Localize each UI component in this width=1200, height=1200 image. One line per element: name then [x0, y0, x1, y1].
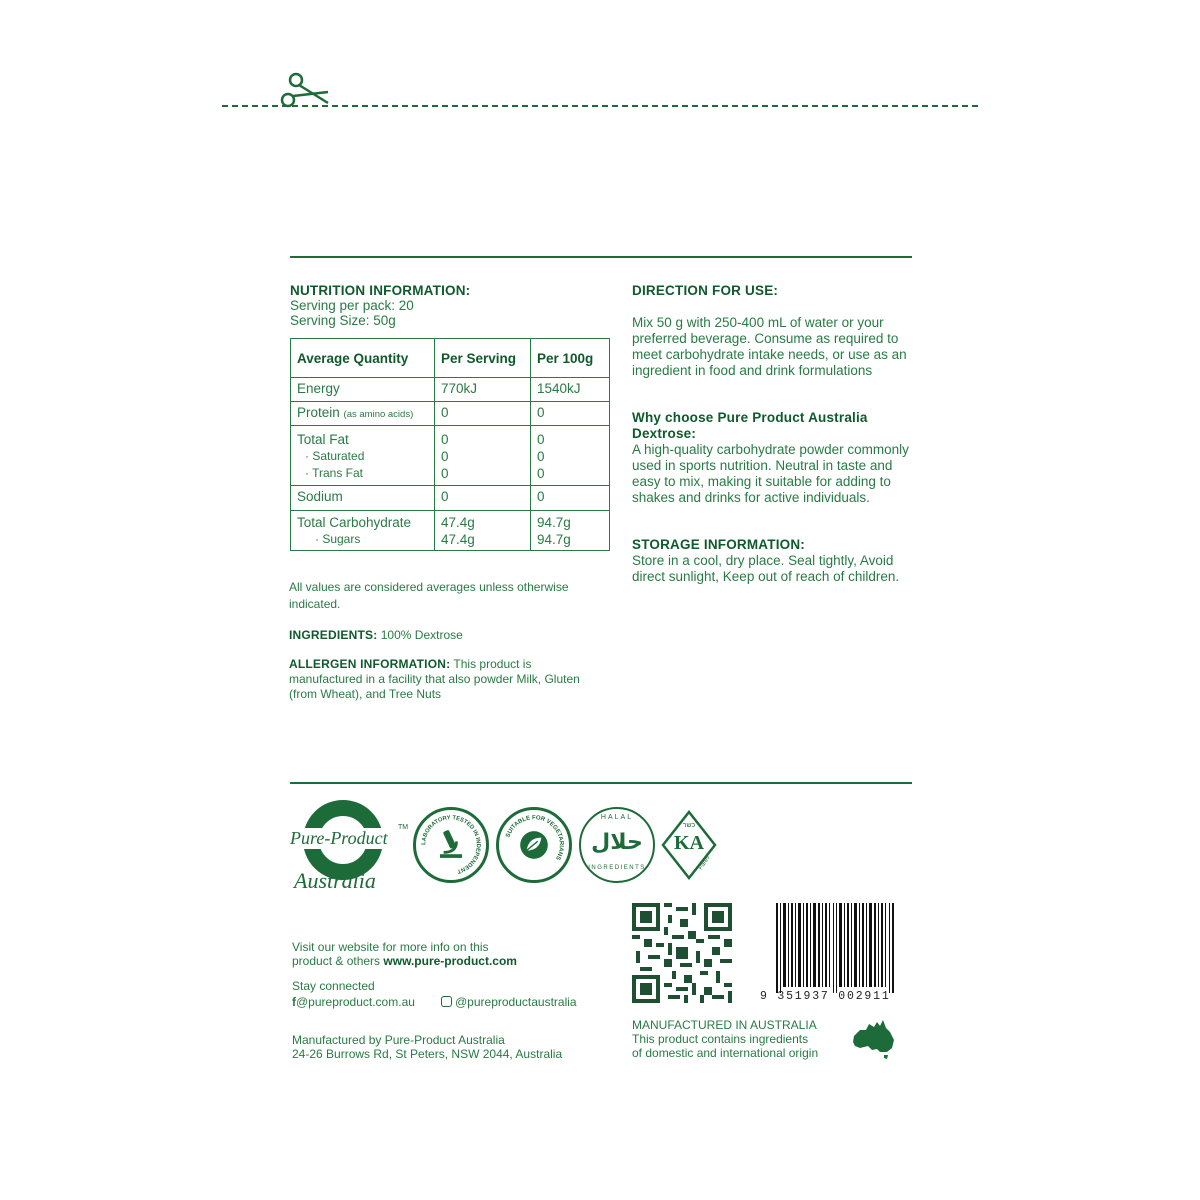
- website-prefix: product & others: [292, 954, 381, 968]
- directions-heading: DIRECTION FOR USE:: [632, 283, 779, 298]
- website-info: [292, 940, 517, 968]
- instagram-handle[interactable]: [441, 994, 577, 1011]
- row-per-serving: [435, 426, 531, 486]
- kosher-badge: [661, 810, 717, 880]
- value: 0: [441, 466, 449, 481]
- top-divider: [290, 256, 912, 258]
- halal-arabic-text: حلال: [591, 829, 643, 854]
- facebook-text: @pureproduct.com.au: [296, 995, 415, 1009]
- qr-code-icon: [632, 903, 732, 1003]
- value: 94.7g: [537, 515, 571, 530]
- allergen-label: ALLERGEN INFORMATION:: [289, 657, 451, 671]
- manufacturer-info: [292, 1033, 562, 1061]
- row-name: [291, 511, 435, 551]
- row-per-100g: 0: [531, 402, 610, 426]
- veg-badge-text: SUITABLE FOR VEGETARIANS: [505, 815, 564, 861]
- website-line1: Visit our website for more info on this: [292, 940, 489, 954]
- qr-code: [632, 903, 732, 1003]
- barcode-number: 9 351937 002911: [760, 990, 891, 1003]
- australia-map-icon: [850, 1018, 898, 1060]
- value: 47.4g: [441, 515, 475, 530]
- row-name-text: Protein: [297, 405, 340, 420]
- origin-line1: MANUFACTURED IN AUSTRALIA: [632, 1018, 817, 1032]
- row-name: Sodium: [291, 486, 435, 511]
- row-name: Energy: [291, 378, 435, 402]
- table-row: [291, 426, 610, 486]
- lab-badge-text: LABORATORY TESTED IN INDEPENDENT: [421, 815, 481, 874]
- origin-line3: of domestic and international origin: [632, 1046, 819, 1060]
- barcode: [776, 903, 896, 993]
- nutrition-heading: NUTRITION INFORMATION:: [290, 283, 471, 298]
- ingredients-value: 100% Dextrose: [380, 628, 463, 642]
- kosher-top-text: כשר: [682, 822, 696, 829]
- halal-top-text: HALAL: [600, 814, 634, 821]
- ingredients: [289, 627, 619, 644]
- manufacturer-line2: 24-26 Burrows Rd, St Peters, NSW 2044, Australia: [292, 1047, 563, 1061]
- value: 0: [537, 449, 545, 464]
- microscope-icon: [416, 810, 486, 880]
- value: 0: [537, 432, 545, 447]
- halal-bottom-text: INGREDIENTS: [588, 865, 646, 871]
- instagram-icon: [441, 996, 452, 1007]
- cut-line: [222, 105, 978, 107]
- table-row: [291, 402, 610, 426]
- storage-heading: STORAGE INFORMATION:: [632, 537, 805, 552]
- row-per-100g: [531, 511, 610, 551]
- logo-tm: TM: [398, 824, 409, 831]
- barcode-icon: [776, 903, 896, 993]
- origin-info: [632, 1018, 818, 1060]
- row-per-100g: [531, 426, 610, 486]
- storage-text: Store in a cool, dry place. Seal tightly, Avoid direct sunlight, Keep out of reach of children.: [632, 553, 900, 584]
- nutrition-table: [290, 338, 610, 551]
- row-per-100g: 1540kJ: [531, 378, 610, 402]
- kosher-side-text: Parev: [697, 854, 712, 872]
- origin-line2: This product contains ingredients: [632, 1032, 809, 1046]
- facebook-handle[interactable]: [292, 994, 415, 1011]
- website-link[interactable]: www.pure-product.com: [383, 954, 517, 968]
- sub-row-name: · Saturated: [305, 449, 365, 463]
- value: 0: [441, 432, 449, 447]
- bottom-divider: [290, 782, 912, 784]
- directions-text: Mix 50 g with 250-400 mL of water or your preferred beverage. Consume as required to meet carbohydrate intake needs, or use as an ingredient in food and drink formulations: [632, 315, 907, 378]
- why-heading: Why choose Pure Product Australia Dextrose:: [632, 410, 868, 441]
- allergen-text-first: This product is: [453, 657, 532, 671]
- lab-tested-badge: [413, 807, 489, 883]
- header-average-quantity: Average Quantity: [291, 339, 435, 378]
- leaf-icon: [499, 810, 569, 880]
- allergen-info: [289, 657, 589, 702]
- row-per-serving: 0: [435, 402, 531, 426]
- table-row: [291, 378, 610, 402]
- row-note: (as amino acids): [343, 409, 414, 420]
- facebook-icon: f: [292, 995, 296, 1009]
- header-per-serving: Per Serving: [435, 339, 531, 378]
- row-name-text: Total Fat: [297, 432, 349, 447]
- website-line2: [292, 954, 517, 968]
- value: 94.7g: [537, 532, 571, 547]
- ingredients-label: INGREDIENTS:: [289, 628, 378, 642]
- table-row: [291, 511, 610, 551]
- logo-line1: Pure-Product: [290, 828, 388, 848]
- row-per-serving: 0: [435, 486, 531, 511]
- logo-line2: Australia: [294, 868, 376, 893]
- averages-note: All values are considered averages unless otherwise indicated.: [289, 580, 569, 611]
- row-per-100g: 0: [531, 486, 610, 511]
- sub-row-name: · Sugars: [315, 532, 361, 546]
- vegetarian-badge: [496, 807, 572, 883]
- scissors-icon: [278, 70, 330, 110]
- serving-size: Serving Size: 50g: [290, 313, 396, 328]
- servings-per-pack: Serving per pack: 20: [290, 298, 414, 313]
- sub-row-name: · Trans Fat: [305, 466, 364, 480]
- instagram-text: @pureproductaustralia: [455, 995, 577, 1009]
- row-per-serving: [435, 511, 531, 551]
- row-per-serving: 770kJ: [435, 378, 531, 402]
- kosher-mark: KA: [674, 832, 704, 854]
- table-header-row: [291, 339, 610, 378]
- allergen-text-rest: manufactured in a facility that also powder Milk, Gluten (from Wheat), and Tree Nuts: [289, 672, 580, 701]
- row-name: [291, 402, 435, 426]
- brand-logo: [288, 800, 408, 896]
- why-text: A high-quality carbohydrate powder commonly used in sports nutrition. Neutral in taste and easy to mix, making it suitable for adding to shakes and drinks for active individuals.: [632, 442, 909, 505]
- manufacturer-line1: Manufactured by Pure-Product Australia: [292, 1033, 505, 1047]
- row-name-text: Total Carbohydrate: [297, 515, 412, 530]
- row-name: [291, 426, 435, 486]
- header-per-100g: Per 100g: [531, 339, 610, 378]
- value: 0: [441, 449, 449, 464]
- halal-badge: [579, 807, 655, 883]
- stay-connected-label: Stay connected: [292, 979, 375, 993]
- table-row: [291, 486, 610, 511]
- value: 0: [537, 466, 545, 481]
- value: 47.4g: [441, 532, 475, 547]
